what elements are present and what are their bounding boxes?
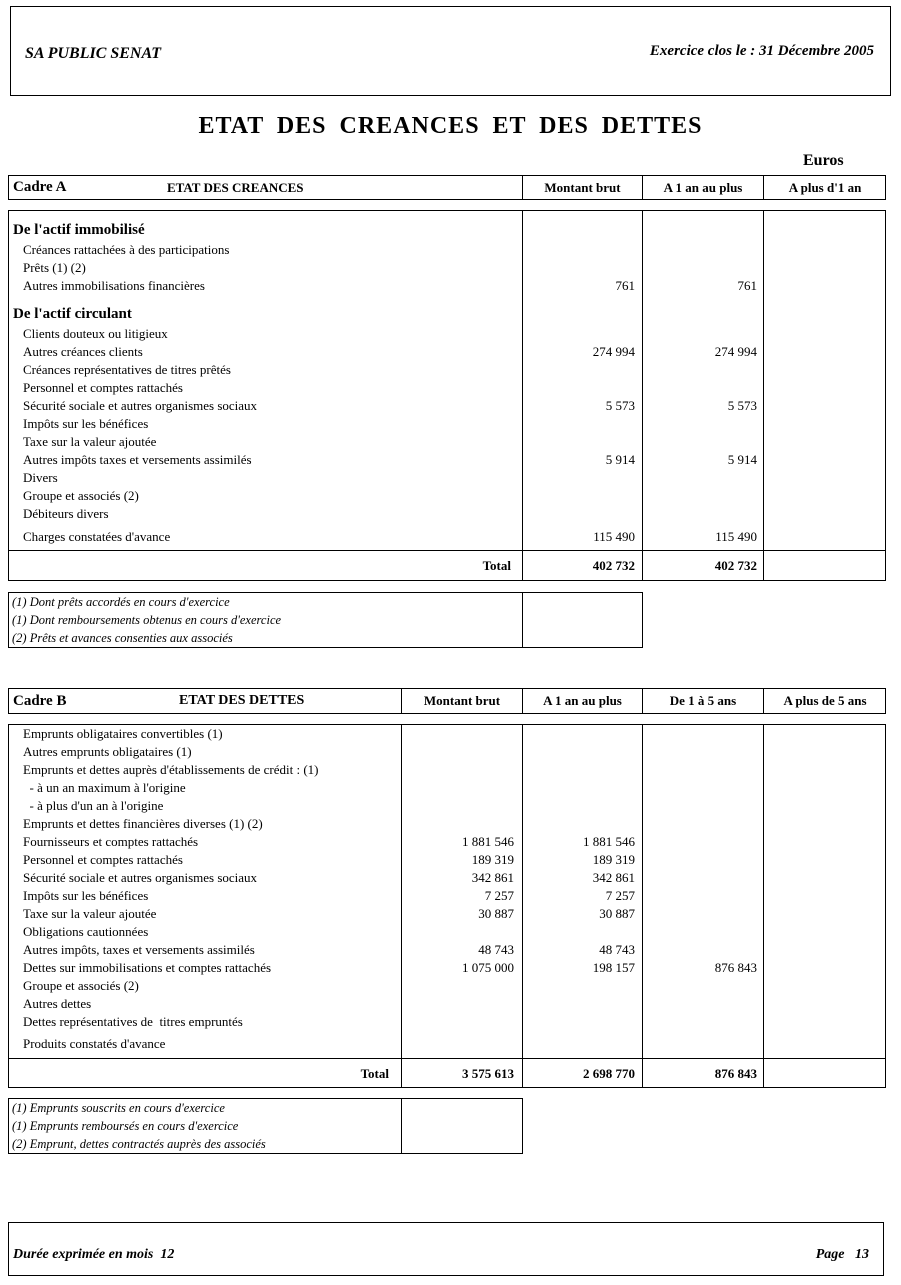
footnote: (1) Emprunts remboursés en cours d'exercice <box>12 1119 239 1133</box>
cadre-b-title: ETAT DES DETTES <box>179 693 305 708</box>
row-value: 48 743 <box>478 942 514 957</box>
cadre-a-title: ETAT DES CREANCES <box>167 179 304 195</box>
row-value: 115 490 <box>715 529 757 544</box>
row-label: Autres créances clients <box>23 344 143 359</box>
row-value: 5 914 <box>727 452 757 467</box>
row-label: Clients douteux ou litigieux <box>23 326 168 341</box>
footnote: (1) Dont remboursements obtenus en cours d'exercice <box>12 613 282 627</box>
row-label: Débiteurs divers <box>23 506 109 521</box>
row-label: Dettes sur immobilisations et comptes rattachés <box>23 960 272 975</box>
row-value: 115 490 <box>593 529 635 544</box>
table-row <box>9 995 885 1013</box>
col-montant-brut: Montant brut <box>544 179 621 195</box>
table-row <box>9 1013 885 1031</box>
total-1-5-ans: 876 843 <box>714 1066 757 1081</box>
cadre-b-footnotes <box>8 1098 523 1154</box>
table-row <box>9 343 885 361</box>
duration-value: 12 <box>160 1247 175 1262</box>
row-label: Impôts sur les bénéfices <box>23 888 149 903</box>
table-row <box>9 779 885 797</box>
column-divider <box>522 593 523 647</box>
row-label: Emprunts et dettes auprès d'établissements de crédit : (1) <box>23 762 319 777</box>
col-plus-5-ans: A plus de 5 ans <box>783 693 867 708</box>
table-row <box>9 941 885 959</box>
row-label: Sécurité sociale et autres organismes sociaux <box>23 870 258 885</box>
cadre-a-total-row <box>8 550 886 581</box>
row-label: Personnel et comptes rattachés <box>23 852 183 867</box>
row-value: 5 914 <box>605 452 635 467</box>
row-label: Créances rattachées à des participations <box>23 242 230 257</box>
table-row <box>9 959 885 977</box>
table-row <box>9 487 885 505</box>
section-heading: De l'actif immobilisé <box>13 222 145 238</box>
column-divider <box>763 551 764 580</box>
table-row <box>9 433 885 451</box>
total-montant-brut: 402 732 <box>592 558 635 573</box>
currency-label: Euros <box>803 152 844 169</box>
total-montant-brut: 3 575 613 <box>462 1066 514 1081</box>
table-row <box>9 528 885 546</box>
total-1-an: 2 698 770 <box>583 1066 635 1081</box>
company-name: SA PUBLIC SENAT <box>25 45 162 62</box>
row-label: Divers <box>23 470 58 485</box>
header-box <box>10 6 891 96</box>
row-value: 48 743 <box>599 942 635 957</box>
row-label: Autres impôts, taxes et versements assimilés <box>23 942 255 957</box>
cadre-a-body <box>8 210 886 551</box>
table-row <box>9 869 885 887</box>
row-label: Obligations cautionnées <box>23 924 149 939</box>
cadre-b-label: Cadre B <box>13 692 67 709</box>
table-row <box>9 833 885 851</box>
row-value: 274 994 <box>592 344 635 359</box>
column-divider <box>642 551 643 580</box>
total-1-an: 402 732 <box>714 558 757 573</box>
row-value: 342 861 <box>471 870 514 885</box>
column-divider <box>401 1059 402 1087</box>
table-row <box>9 505 885 523</box>
col-1-an: A 1 an au plus <box>663 179 743 195</box>
row-label: Groupe et associés (2) <box>23 978 139 993</box>
row-value: 5 573 <box>605 398 635 413</box>
row-label: Emprunts obligataires convertibles (1) <box>23 726 223 741</box>
table-row <box>9 725 885 743</box>
table-row <box>9 923 885 941</box>
table-row <box>9 1035 885 1053</box>
col-1-an: A 1 an au plus <box>543 693 622 708</box>
table-row <box>9 277 885 295</box>
table-row <box>9 325 885 343</box>
row-label: Emprunts et dettes financières diverses (1) (2) <box>23 816 263 831</box>
column-divider <box>763 1059 764 1087</box>
row-label: Fournisseurs et comptes rattachés <box>23 834 199 849</box>
cadre-a-label: Cadre A <box>13 179 67 195</box>
row-label: Sécurité sociale et autres organismes sociaux <box>23 398 258 413</box>
exercise-date: Exercice clos le : 31 Décembre 2005 <box>649 43 874 59</box>
table-row <box>9 887 885 905</box>
column-divider <box>522 1059 523 1087</box>
row-value: 7 257 <box>605 888 635 903</box>
row-label: Autres dettes <box>23 996 92 1011</box>
table-row <box>9 905 885 923</box>
row-label: Autres immobilisations financières <box>23 278 205 293</box>
row-value: 198 157 <box>592 960 635 975</box>
duration-label: Durée exprimée en mois <box>13 1247 154 1262</box>
table-row <box>9 815 885 833</box>
col-1-5-ans: De 1 à 5 ans <box>669 693 737 708</box>
duration <box>13 1247 174 1263</box>
table-row <box>9 397 885 415</box>
table-row <box>9 761 885 779</box>
row-label: Taxe sur la valeur ajoutée <box>23 434 157 449</box>
table-row <box>9 379 885 397</box>
cadre-b-header <box>8 688 886 714</box>
cadre-a-header <box>8 175 886 200</box>
row-value: 1 881 546 <box>583 834 635 849</box>
page-number <box>816 1247 869 1263</box>
row-value: 342 861 <box>592 870 635 885</box>
total-label: Total <box>360 1066 389 1081</box>
row-value: 5 573 <box>727 398 757 413</box>
page-title: ETAT DES CREANCES ET DES DETTES <box>198 113 703 139</box>
row-label: - à un an maximum à l'origine <box>23 780 186 795</box>
table-row <box>9 743 885 761</box>
table-row <box>9 259 885 277</box>
row-label: Autres impôts taxes et versements assimilés <box>23 452 252 467</box>
row-value: 1 075 000 <box>462 960 514 975</box>
col-plus-1-an: A plus d'1 an <box>788 179 862 195</box>
row-value: 876 843 <box>714 960 757 975</box>
cadre-a-footnotes <box>8 592 643 648</box>
cadre-b-body <box>8 724 886 1059</box>
table-row <box>9 361 885 379</box>
table-row <box>9 977 885 995</box>
row-value: 1 881 546 <box>462 834 514 849</box>
footnote: (1) Dont prêts accordés en cours d'exercice <box>12 595 230 609</box>
col-montant-brut: Montant brut <box>423 693 501 708</box>
row-label: Impôts sur les bénéfices <box>23 416 149 431</box>
column-divider <box>642 1059 643 1087</box>
footnote: (1) Emprunts souscrits en cours d'exercice <box>12 1101 225 1115</box>
row-label: Personnel et comptes rattachés <box>23 380 183 395</box>
row-label: - à plus d'un an à l'origine <box>23 798 164 813</box>
footer-box <box>8 1222 884 1276</box>
table-row <box>9 797 885 815</box>
row-label: Charges constatées d'avance <box>23 529 171 544</box>
row-label: Taxe sur la valeur ajoutée <box>23 906 157 921</box>
page-value: 13 <box>855 1247 869 1262</box>
table-row <box>9 451 885 469</box>
cadre-b-total-row <box>8 1058 886 1088</box>
footnote: (2) Emprunt, dettes contractés auprès des associés <box>12 1137 266 1151</box>
row-label: Produits constatés d'avance <box>23 1036 166 1051</box>
row-value: 189 319 <box>592 852 635 867</box>
row-value: 761 <box>615 278 635 293</box>
column-divider <box>522 551 523 580</box>
row-label: Créances représentatives de titres prêtés <box>23 362 231 377</box>
page-label: Page <box>815 1247 845 1262</box>
table-row <box>9 241 885 259</box>
table-row <box>9 415 885 433</box>
row-value: 761 <box>737 278 757 293</box>
total-label: Total <box>482 558 511 573</box>
table-row <box>9 851 885 869</box>
row-label: Dettes représentatives de titres empruntés <box>23 1014 243 1029</box>
section-heading: De l'actif circulant <box>13 306 132 322</box>
column-divider <box>401 1099 402 1153</box>
row-value: 7 257 <box>484 888 514 903</box>
row-value: 274 994 <box>714 344 757 359</box>
table-row <box>9 469 885 487</box>
footnote: (2) Prêts et avances consenties aux associés <box>12 631 233 645</box>
row-value: 30 887 <box>478 906 514 921</box>
row-value: 30 887 <box>599 906 635 921</box>
row-value: 189 319 <box>471 852 514 867</box>
row-label: Autres emprunts obligataires (1) <box>23 744 192 759</box>
row-label: Prêts (1) (2) <box>23 260 86 275</box>
row-label: Groupe et associés (2) <box>23 488 139 503</box>
